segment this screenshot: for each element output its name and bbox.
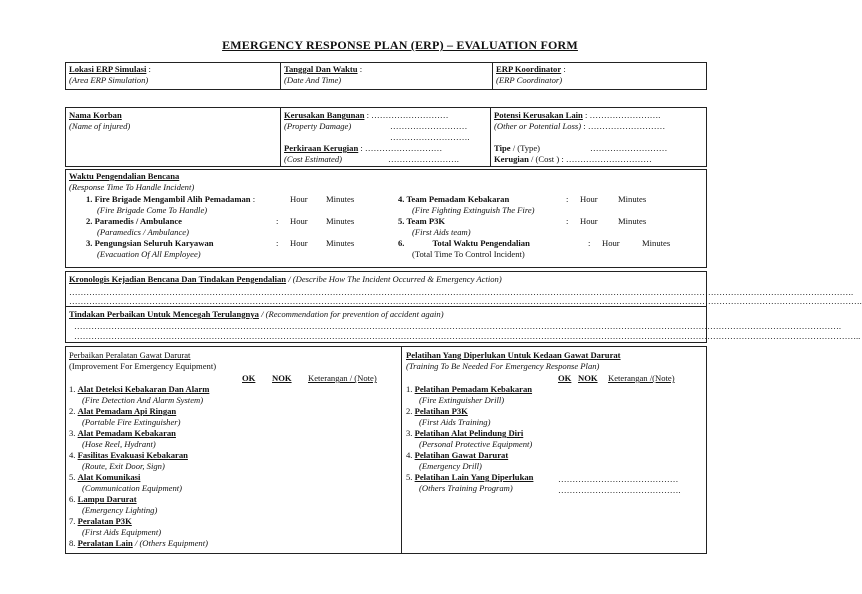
response-item-6-minutes: Minutes bbox=[642, 238, 671, 248]
type-rest: / (Type) bbox=[510, 143, 541, 153]
cost-dots: : ……………………… bbox=[358, 143, 443, 153]
equipment-item-label: Lampu Darurat bbox=[77, 494, 137, 504]
equipment-item-num: 1. bbox=[69, 384, 76, 394]
training-item-label: Pelatihan Pemadam Kebakaran bbox=[414, 384, 533, 394]
coord-en: (ERP Coordinator) bbox=[496, 75, 563, 85]
victim-name-label: Nama Korban bbox=[69, 110, 122, 120]
training-nok-header: NOK bbox=[578, 373, 598, 383]
response-item-2-label: Paramedis / Ambulance bbox=[94, 216, 182, 226]
damage-dots2: ……………………… bbox=[390, 121, 468, 131]
cost-label: Perkiraan Kerugian bbox=[284, 143, 359, 153]
training-item-num: 3. bbox=[406, 428, 413, 438]
response-item-6-label: Total Waktu Pengendalian bbox=[432, 238, 530, 248]
prevention-dots2: ………………………………………………………………………………………………………………………………………………………………………………………………………………………………………………….. bbox=[74, 331, 861, 341]
equipment-item-en-row bbox=[82, 395, 203, 406]
other-en-row bbox=[494, 121, 665, 132]
equipment-item-4 bbox=[69, 450, 188, 461]
location-colon: : bbox=[146, 64, 151, 74]
equipment-item-2 bbox=[69, 406, 176, 417]
training-item-label: Pelatihan P3K bbox=[414, 406, 468, 416]
equipment-item-7 bbox=[69, 516, 132, 527]
equipment-item-en-row bbox=[82, 483, 182, 494]
response-item-6-en: (Total Time To Control Incident) bbox=[412, 249, 525, 259]
response-item-3-hour: Hour bbox=[290, 238, 308, 248]
response-item-3-label: Pengungsian Seluruh Karyawan bbox=[94, 238, 214, 248]
chronology-label-en: / (Describe How The Incident Occurred & Emergency Action) bbox=[286, 274, 502, 284]
response-item-6 bbox=[398, 238, 530, 249]
response-item-1-hour: Hour bbox=[290, 194, 308, 204]
training-item-num: 1. bbox=[406, 384, 413, 394]
prevention-label: Tindakan Perbaikan Untuk Mencegah Terulangnya bbox=[69, 309, 259, 319]
equipment-remarks-header bbox=[308, 373, 377, 384]
training-item-5 bbox=[406, 472, 533, 483]
training-item-num: 5. bbox=[406, 472, 413, 482]
training-item-num: 2. bbox=[406, 406, 413, 416]
prevention-row bbox=[69, 309, 444, 320]
response-heading-en: (Response Time To Handle Incident) bbox=[69, 182, 195, 192]
training-item-label: Pelatihan Lain Yang Diperlukan bbox=[414, 472, 534, 482]
other-label: Potensi Kerusakan Lain bbox=[494, 110, 583, 120]
training-item-2 bbox=[406, 406, 468, 417]
type-row bbox=[494, 143, 540, 154]
damage-dots: : ……………………… bbox=[364, 110, 449, 120]
response-item-5-label: Team P3K bbox=[406, 216, 446, 226]
damage-row bbox=[284, 110, 449, 121]
training-item-en-row bbox=[419, 395, 504, 406]
response-item-3-num: 3. bbox=[86, 238, 93, 248]
training-heading: Pelatihan Yang Diperlukan Untuk Kedaan Gawat Darurat bbox=[406, 350, 621, 360]
response-item-4-hour: Hour bbox=[580, 194, 598, 204]
equipment-item-5 bbox=[69, 472, 140, 483]
response-heading: Waktu Pengendalian Bencana bbox=[69, 171, 180, 181]
training-item-en: (Others Training Program) bbox=[419, 483, 513, 493]
location-label: Lokasi ERP Simulasi bbox=[69, 64, 147, 74]
response-item-3-minutes: Minutes bbox=[326, 238, 355, 248]
training-other-dots: …………………………………… bbox=[558, 474, 679, 484]
equipment-item-en: (Communication Equipment) bbox=[82, 483, 183, 493]
equipment-item-label: Alat Pemadam Kebakaran bbox=[77, 428, 176, 438]
training-item-1 bbox=[406, 384, 532, 395]
equipment-item-en-row bbox=[82, 527, 161, 538]
chronology-dots: …………………………………………………………………………………………………………………………………………………………………………………………………………………………………………………. bbox=[69, 287, 854, 297]
page-title: EMERGENCY RESPONSE PLAN (ERP) – EVALUATION FORM bbox=[222, 38, 578, 52]
training-item-label: Pelatihan Gawat Darurat bbox=[414, 450, 509, 460]
equipment-heading: Perbaikan Peralatan Gawat Darurat bbox=[69, 350, 191, 360]
type-label: Tipe bbox=[494, 143, 511, 153]
response-item-3-en: (Evacuation Of All Employee) bbox=[97, 249, 201, 259]
training-item-en: (Emergency Drill) bbox=[419, 461, 482, 471]
response-item-1-en: (Fire Brigade Come To Handle) bbox=[97, 205, 208, 215]
response-item-6-hour: Hour bbox=[602, 238, 620, 248]
response-item-4-label: Team Pemadam Kebakaran bbox=[406, 194, 510, 204]
training-item-en-row bbox=[419, 439, 532, 450]
response-item-5-num: 5. bbox=[398, 216, 405, 226]
equipment-item-label: Alat Pemadam Api Ringan bbox=[77, 406, 177, 416]
victim-name-en: (Name of injured) bbox=[69, 121, 131, 131]
chronology-label: Kronologis Kejadian Bencana Dan Tindakan Pengendalian bbox=[69, 274, 287, 284]
equipment-item-en: (Emergency Lighting) bbox=[82, 505, 158, 515]
training-item-en-row bbox=[419, 483, 513, 494]
response-item-1-num: 1. bbox=[86, 194, 93, 204]
equipment-item-en-row bbox=[82, 461, 165, 472]
equipment-nok-header: NOK bbox=[272, 373, 292, 383]
equipment-item-num: 8. bbox=[69, 538, 76, 548]
training-item-en: (Fire Extinguisher Drill) bbox=[419, 395, 505, 405]
equipment-item-6 bbox=[69, 494, 137, 505]
prevention-dots: ……………………………………………………………………………………………………………………………………………………………………………………………………………………………………………. bbox=[74, 321, 841, 331]
training-item-num: 4. bbox=[406, 450, 413, 460]
training-remarks-text: Keterangan /(Note) bbox=[608, 373, 675, 383]
equipment-item-num: 7. bbox=[69, 516, 76, 526]
equipment-item-1 bbox=[69, 384, 209, 395]
date-label: Tanggal Dan Waktu bbox=[284, 64, 358, 74]
training-item-en-row bbox=[419, 461, 482, 472]
training-item-en: (Personal Protective Equipment) bbox=[419, 439, 533, 449]
cost-row bbox=[284, 143, 442, 154]
equipment-item-en: (Hose Reel, Hydrant) bbox=[82, 439, 156, 449]
response-item-5 bbox=[398, 216, 445, 227]
response-item-2-minutes: Minutes bbox=[326, 216, 355, 226]
response-item-5-en: (First Aids team) bbox=[412, 227, 471, 237]
loss-label: Kerugian bbox=[494, 154, 529, 164]
equipment-item-label: Peralatan Lain bbox=[77, 538, 133, 548]
loss-row bbox=[494, 154, 652, 165]
equipment-item-label: Alat Komunikasi bbox=[77, 472, 141, 482]
equipment-item-num: 2. bbox=[69, 406, 76, 416]
chronology-dots2: ……………………………………………………………………………………………………………………………………………………………………………………………………………………………………………………. bbox=[69, 296, 862, 306]
training-item-en-row bbox=[419, 417, 490, 428]
date-label-row bbox=[284, 64, 362, 75]
damage-en: (Property Damage) bbox=[284, 121, 352, 131]
equipment-item-en: (Fire Detection And Alarm System) bbox=[82, 395, 204, 405]
equipment-item-3 bbox=[69, 428, 176, 439]
equipment-item-en: (Route, Exit Door, Sign) bbox=[82, 461, 165, 471]
training-heading-en: (Training To Be Needed For Emergency Response Plan) bbox=[406, 361, 600, 371]
equipment-heading-en: (Improvement For Emergency Equipment) bbox=[69, 361, 217, 371]
response-item-5-minutes: Minutes bbox=[618, 216, 647, 226]
damage-dots3: ………………………. bbox=[390, 132, 470, 142]
training-remarks-header bbox=[608, 373, 675, 384]
location-en: (Area ERP Simulation) bbox=[69, 75, 149, 85]
header-box bbox=[65, 62, 707, 90]
response-item-1-minutes: Minutes bbox=[326, 194, 355, 204]
equipment-item-en-row bbox=[82, 505, 157, 516]
date-en: (Date And Time) bbox=[284, 75, 342, 85]
response-item-4-minutes: Minutes bbox=[618, 194, 647, 204]
training-item-label: Pelatihan Alat Pelindung Diri bbox=[414, 428, 524, 438]
equipment-item-num: 4. bbox=[69, 450, 76, 460]
date-colon: : bbox=[357, 64, 363, 74]
response-item-1: 1. Fire Brigade Mengambil Alih Pemadaman : bbox=[86, 194, 256, 204]
type-dots: ……………………… bbox=[590, 143, 668, 153]
cost-dots2: ……………………. bbox=[388, 154, 459, 164]
location-label-row bbox=[69, 64, 151, 75]
response-item-4 bbox=[398, 194, 509, 205]
equipment-item-en-row bbox=[82, 417, 181, 428]
equipment-item-en: (Portable Fire Extinguisher) bbox=[82, 417, 181, 427]
training-other-dots2: ……………………………………. bbox=[558, 485, 681, 495]
response-item-2 bbox=[86, 216, 182, 227]
response-item-2-num: 2. bbox=[86, 216, 93, 226]
equipment-item-en: (First Aids Equipment) bbox=[82, 527, 162, 537]
equipment-remarks-text: Keterangan / (Note) bbox=[308, 373, 377, 383]
equipment-item-en-row bbox=[82, 439, 156, 450]
other-dots2: : ……………………… bbox=[581, 121, 666, 131]
equipment-item-8 bbox=[69, 538, 208, 549]
equipment-item-num: 3. bbox=[69, 428, 76, 438]
equipment-ok-header: OK bbox=[242, 373, 256, 383]
training-item-en: (First Aids Training) bbox=[419, 417, 491, 427]
response-item-5-hour: Hour bbox=[580, 216, 598, 226]
equipment-item-en: / (Others Equipment) bbox=[132, 538, 208, 548]
other-dots: : ……………………. bbox=[582, 110, 661, 120]
equipment-item-label: Fasilitas Evakuasi Kebakaran bbox=[77, 450, 188, 460]
damage-label: Kerusakan Bangunan bbox=[284, 110, 365, 120]
prevention-label-en: / (Recommendation for prevention of accident again) bbox=[258, 309, 444, 319]
chronology-row bbox=[69, 274, 502, 285]
cost-en: (Cost Estimated) bbox=[284, 154, 343, 164]
other-row bbox=[494, 110, 660, 121]
training-item-3 bbox=[406, 428, 523, 439]
equipment-item-label: Alat Deteksi Kebakaran Dan Alarm bbox=[77, 384, 210, 394]
loss-rest: / (Cost ) : ………………………… bbox=[528, 154, 652, 164]
coord-colon: : bbox=[561, 64, 566, 74]
response-item-6-num: 6. bbox=[398, 238, 405, 248]
coord-label-row bbox=[496, 64, 566, 75]
coord-label: ERP Koordinator bbox=[496, 64, 562, 74]
other-en: (Other or Potential Loss) bbox=[494, 121, 582, 131]
training-item-4 bbox=[406, 450, 508, 461]
equipment-item-num: 5. bbox=[69, 472, 76, 482]
response-item-2-hour: Hour bbox=[290, 216, 308, 226]
response-item-4-en: (Fire Fighting Extinguish The Fire) bbox=[412, 205, 535, 215]
response-item-1-label: Fire Brigade Mengambil Alih Pemadaman bbox=[94, 194, 251, 204]
response-item-4-num: 4. bbox=[398, 194, 405, 204]
response-item-2-en: (Paramedics / Ambulance) bbox=[97, 227, 189, 237]
training-ok-header: OK bbox=[558, 373, 572, 383]
equipment-item-num: 6. bbox=[69, 494, 76, 504]
equipment-item-label: Peralatan P3K bbox=[77, 516, 132, 526]
response-item-3 bbox=[86, 238, 214, 249]
